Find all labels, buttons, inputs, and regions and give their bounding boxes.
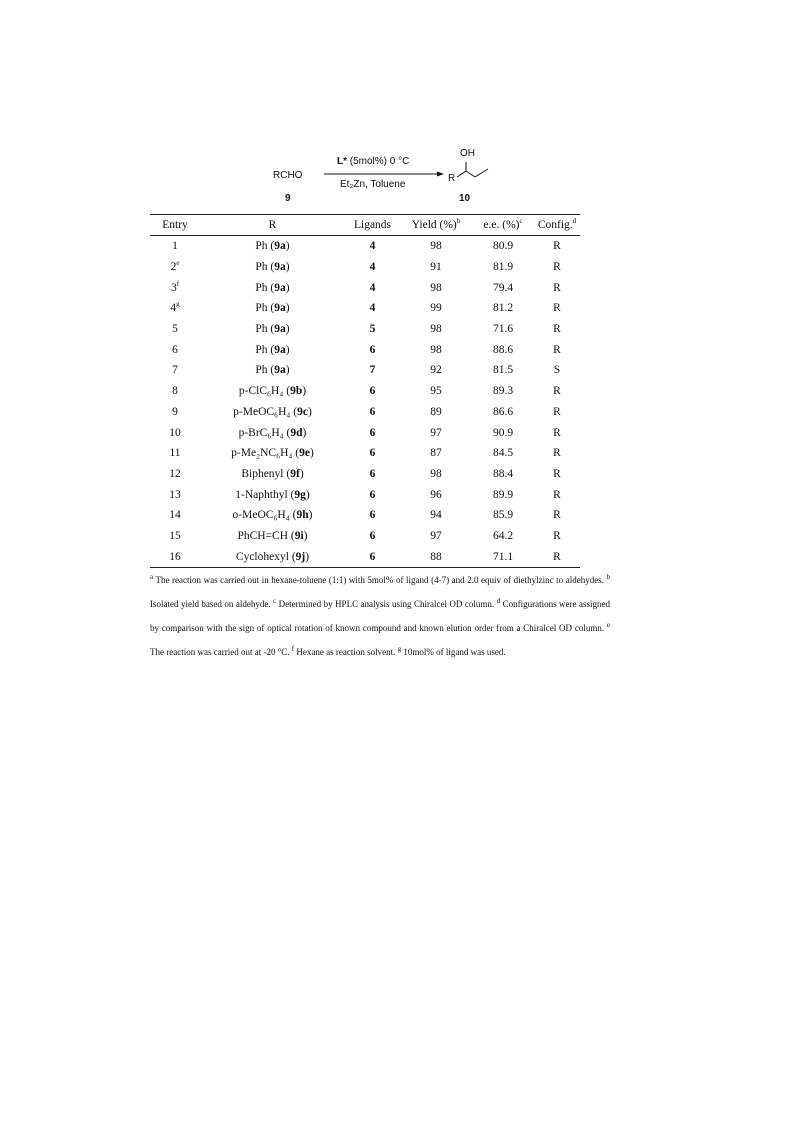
cell-entry: 6 — [172, 343, 178, 356]
cell-yield: 89 — [430, 405, 442, 418]
footnote-body: The reaction was carried out at -20 °C. — [150, 647, 292, 657]
cell-substituent: PhCH=CH (9i) — [237, 529, 308, 542]
table-row — [150, 484, 580, 505]
cell-config: R — [553, 426, 561, 439]
cell-ligand: 6 — [369, 426, 376, 439]
cell-ligand: 6 — [369, 509, 376, 522]
cell-ligand: 4 — [369, 261, 376, 274]
cell-ee: 84.5 — [492, 447, 514, 460]
cell-ligand: 6 — [369, 343, 376, 356]
cell-entry: 14 — [169, 509, 181, 522]
cell-yield: 97 — [430, 426, 442, 439]
cell-config: R — [553, 447, 561, 460]
header-r: R — [200, 215, 345, 236]
cell-entry: 5 — [172, 323, 178, 336]
table-row — [150, 236, 580, 257]
cell-entry: 15 — [169, 529, 181, 542]
header-ee: e.e. (%)$^c$ — [472, 215, 534, 236]
footnote-body: Configurations were assigned by comparison with the sign of optical rotation of known compound and known elution order from a Chiralcel OD column. — [150, 599, 610, 633]
cell-ee: 89.9 — [492, 488, 514, 501]
table-row — [150, 381, 580, 402]
cell-entry: 3$^f$ — [170, 279, 180, 294]
product-r-label: R — [448, 173, 456, 184]
cell-substituent: Ph (9a) — [255, 281, 290, 294]
cell-ee: 88.4 — [492, 467, 514, 480]
header-yield: Yield (%)$^b$ — [400, 215, 472, 236]
cell-ligand: 6 — [369, 529, 376, 542]
table-row — [150, 257, 580, 278]
cell-ligand: 6 — [369, 447, 376, 460]
cell-config: R — [553, 281, 561, 294]
cell-yield: 91 — [430, 261, 442, 274]
cell-entry: 11 — [169, 447, 181, 460]
cell-ligand: 6 — [345, 546, 400, 567]
footnote-mark: a — [150, 573, 154, 581]
cell-entry: 12 — [169, 467, 181, 480]
cell-substituent: Cyclohexyl (9j) — [200, 546, 345, 567]
cell-entry: 16 — [150, 546, 200, 567]
footnote-mark: e — [606, 621, 610, 629]
cell-yield: 98 — [430, 240, 442, 253]
footnote-body: Hexane as reaction solvent. — [294, 647, 398, 657]
header-ligands: Ligands — [345, 215, 400, 236]
cell-config: R — [553, 405, 561, 418]
cell-entry: 2e — [170, 259, 180, 274]
reaction-arrow — [324, 170, 444, 178]
table-row — [150, 546, 580, 567]
cell-config: R — [553, 509, 561, 522]
cell-ee: 90.9 — [492, 426, 514, 439]
cell-substituent: Ph (9a) — [255, 343, 290, 356]
cell-substituent: p-BrC₆H₄ (9d) — [238, 426, 307, 439]
cell-yield: 92 — [430, 364, 442, 377]
conditions-top — [337, 156, 409, 167]
cell-substituent: Ph (9a) — [255, 364, 290, 377]
table-row — [150, 339, 580, 360]
table-row — [150, 319, 580, 340]
cell-yield: 97 — [430, 529, 442, 542]
cell-config: R — [553, 302, 561, 315]
cell-ee: 88.6 — [492, 343, 514, 356]
cell-yield: 99 — [430, 302, 442, 315]
table-row — [150, 464, 580, 485]
cell-yield: 98 — [430, 343, 442, 356]
cell-ligand: 5 — [369, 323, 376, 336]
cell-ee: 85.9 — [492, 509, 514, 522]
cell-ee: 81.2 — [492, 302, 514, 315]
cell-ligand: 6 — [369, 467, 376, 480]
cell-substituent: Ph (9a) — [255, 302, 290, 315]
header-config: Config.$^d$ — [534, 215, 580, 236]
cell-yield: 88 — [400, 546, 472, 567]
cell-ee: 64.2 — [492, 529, 514, 542]
cell-ee: 79.4 — [492, 281, 514, 294]
cell-ee: 80.9 — [492, 240, 514, 253]
table-row — [150, 277, 580, 298]
conditions-bottom: Et₂Zn, Toluene — [340, 179, 406, 190]
reaction-scheme — [150, 140, 580, 210]
table-row — [150, 402, 580, 423]
conditions-top-text: (5mol%) 0 °C — [347, 156, 410, 167]
cell-ligand: 4 — [369, 302, 376, 315]
cell-substituent: o-MeOC₆H₄ (9h) — [232, 509, 313, 522]
table-body — [150, 236, 580, 568]
footnote-body: The reaction was carried out in hexane-toluene (1:1) with 5mol% of ligand (4-7) and 2.0 equiv of diethylzinc to aldehydes. — [153, 575, 607, 585]
cell-substituent: p-ClC₆H₄ (9b) — [238, 385, 307, 398]
footnote-body: Isolated yield based on aldehyde. — [150, 599, 274, 609]
cell-substituent: Biphenyl (9f) — [241, 467, 304, 480]
cell-substituent: Ph (9a) — [255, 323, 290, 336]
cell-yield: 98 — [430, 467, 442, 480]
cell-entry: 13 — [169, 488, 181, 501]
cell-yield: 87 — [430, 447, 442, 460]
cell-yield: 98 — [430, 281, 442, 294]
cell-ligand: 6 — [369, 385, 376, 398]
header-entry: Entry — [150, 215, 200, 236]
results-table — [150, 214, 580, 568]
footnote-mark: d — [496, 597, 501, 605]
cell-ligand: 4 — [369, 281, 376, 294]
cell-yield: 96 — [430, 488, 442, 501]
ligand-symbol: L* — [337, 156, 347, 167]
cell-entry: 9 — [172, 405, 178, 418]
cell-config: S — [553, 364, 561, 377]
footnote-body: Determined by HPLC analysis using Chiralcel OD column. — [276, 599, 497, 609]
cell-config: R — [553, 385, 561, 398]
cell-config: R — [553, 240, 561, 253]
table-footnotes — [150, 568, 610, 664]
table-header-row — [150, 215, 580, 236]
cell-substituent: p-Me₂NC₆H₄ (9e) — [231, 447, 314, 460]
footnote-mark: f — [291, 645, 295, 653]
cell-substituent: 1-Naphthyl (9g) — [235, 488, 310, 501]
cell-ee: 86.6 — [492, 405, 514, 418]
cell-ee: 81.9 — [492, 261, 514, 274]
cell-config: R — [553, 488, 561, 501]
table-row — [150, 443, 580, 464]
footnote-mark: g — [397, 645, 402, 653]
product-number: 10 — [459, 193, 471, 204]
cell-entry: 4$^g$ — [170, 300, 180, 315]
cell-yield: 94 — [430, 509, 442, 522]
footnote-text — [150, 568, 610, 664]
cell-config: R — [553, 261, 561, 274]
cell-yield: 95 — [430, 385, 442, 398]
cell-config: R — [553, 467, 561, 480]
cell-ligand: 4 — [369, 240, 376, 253]
cell-config: R — [553, 323, 561, 336]
footnote-body: 10mol% of ligand was used. — [401, 647, 506, 657]
product-hydroxyl-label: OH — [460, 148, 475, 159]
table-row — [150, 360, 580, 381]
cell-ee: 71.6 — [492, 323, 514, 336]
cell-ee: 71.1 — [472, 546, 534, 567]
cell-config: R — [553, 529, 561, 542]
cell-ligand: 7 — [369, 364, 376, 377]
cell-ee: 89.3 — [492, 385, 514, 398]
cell-entry: 1 — [172, 240, 178, 253]
cell-ligand: 6 — [369, 488, 376, 501]
cell-config: R — [553, 343, 561, 356]
cell-substituent: Ph (9a) — [255, 240, 290, 253]
cell-substituent: Ph (9a) — [255, 261, 290, 274]
cell-yield: 98 — [430, 323, 442, 336]
cell-entry: 8 — [172, 385, 178, 398]
reactant-number: 9 — [285, 193, 291, 204]
footnote-mark: c — [273, 597, 277, 605]
cell-ee: 81.5 — [492, 364, 514, 377]
table-row — [150, 298, 580, 319]
table-row — [150, 526, 580, 547]
table-row — [150, 422, 580, 443]
footnote-mark: b — [606, 573, 610, 581]
cell-entry: 10 — [169, 426, 181, 439]
reactant-label: RCHO — [273, 170, 303, 181]
table-row — [150, 505, 580, 526]
cell-ligand: 6 — [369, 405, 376, 418]
cell-substituent: p-MeOC₆H₄ (9c) — [233, 405, 312, 418]
cell-config: R — [534, 546, 580, 567]
cell-entry: 7 — [172, 364, 178, 377]
